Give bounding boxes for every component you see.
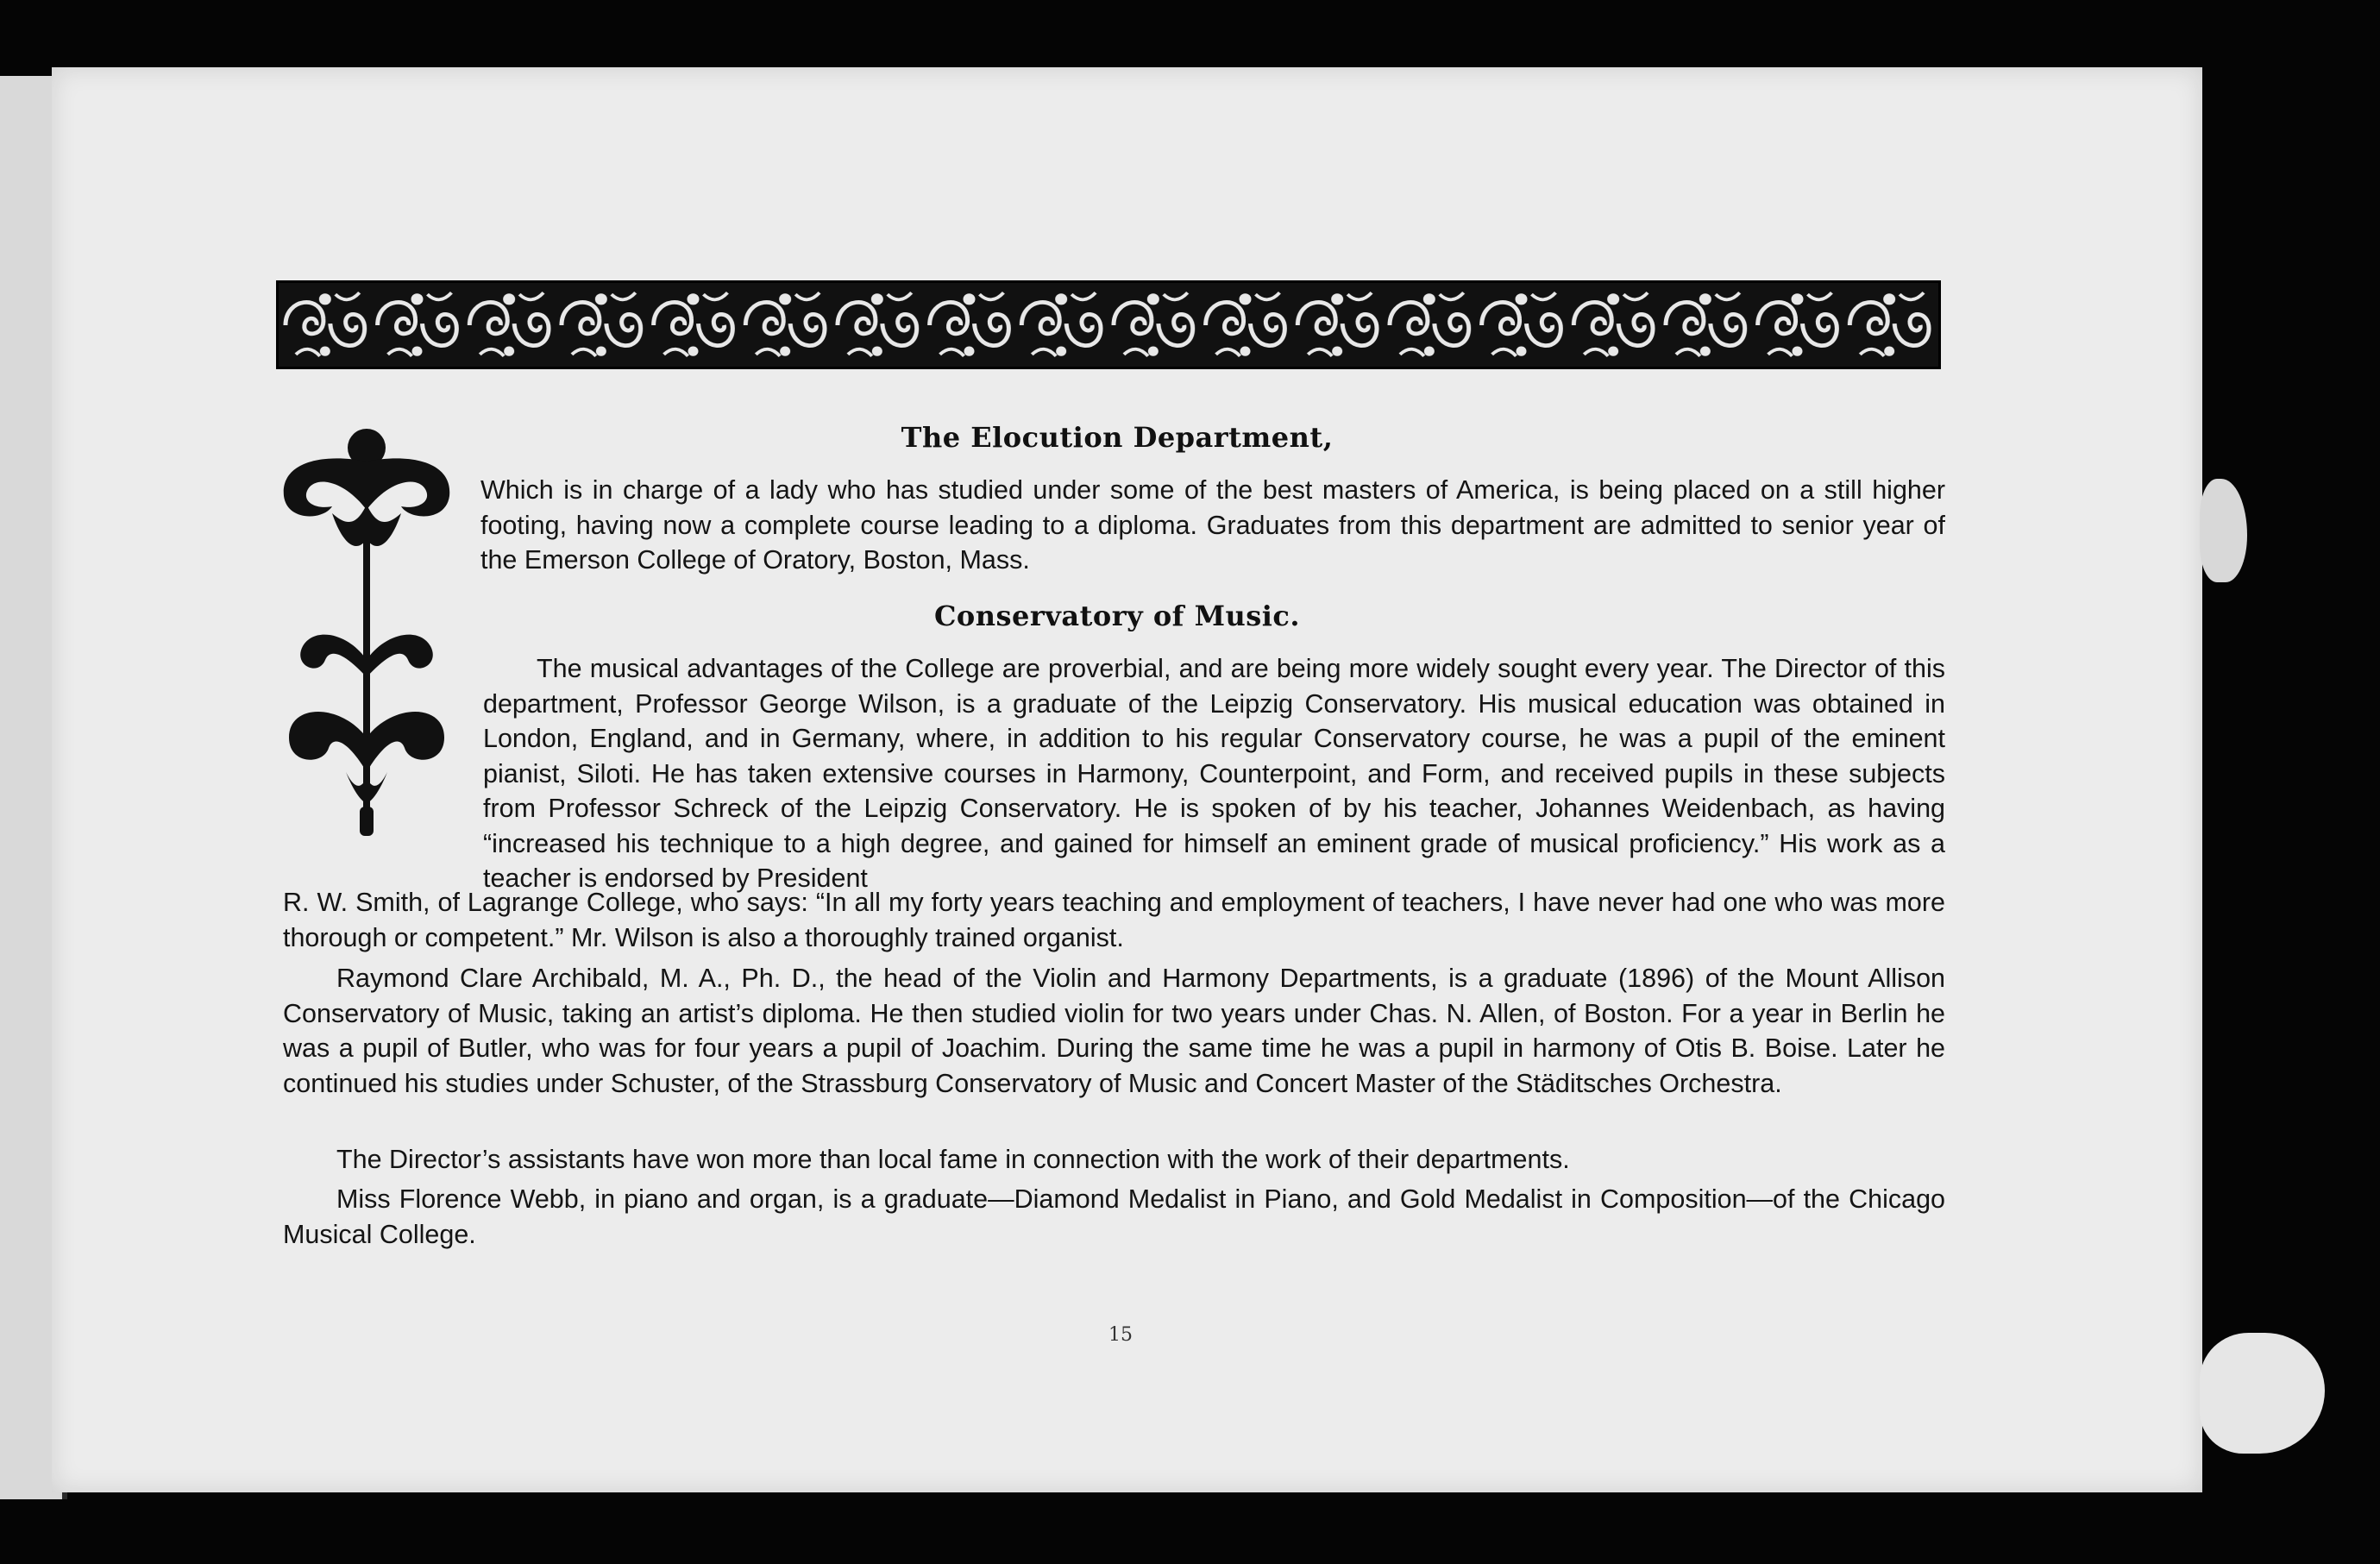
page-number: 15 xyxy=(1108,1324,1133,1346)
scroll-pattern-icon xyxy=(279,283,1938,367)
paper-damage xyxy=(2200,479,2247,582)
elocution-heading: The Elocution Department, xyxy=(901,421,1334,454)
ornamental-border xyxy=(276,280,1941,369)
floral-ornament-icon xyxy=(272,427,462,841)
elocution-paragraph: Which is in charge of a lady who has studied under some of the best masters of America, is being placed on a still higher footing, having now a complete course leading to a diploma. Graduates from this department are admitted to senior year of the Emerson College of Oratory, Boston, Mass. xyxy=(480,475,1945,575)
webb-paragraph: Miss Florence Webb, in piano and organ, is a graduate—Diamond Medalist in Piano, and Gold Medalist in Composition—of the Chicago Musical College. xyxy=(283,1184,1945,1249)
archibald-paragraph: Raymond Clare Archibald, M. A., Ph. D., the head of the Violin and Harmony Departments, is a graduate (1896) of the Mount Allison Conservatory of Music, taking an artist’s diploma. He then studied violin for two years under Chas. N. Allen, of Boston. For a year in Berlin he was a pupil of Butler, who was for four years a pupil of Joachim. During the same time he was a pupil in harmony of Otis B. Boise. Later he continued his studies under Schuster, of the Strassburg Conservatory of Music and Concert Master of the Städitsches Orchestra. xyxy=(283,964,1945,1098)
conservatory-heading: Conservatory of Music. xyxy=(933,600,1301,632)
assistants-paragraph: The Director’s assistants have won more than local fame in connection with the work of their departments. xyxy=(336,1145,1570,1174)
paper-damage xyxy=(2200,1333,2325,1454)
conservatory-paragraph-wrapped: The musical advantages of the College are proverbial, and are being more widely sought every year. The Director of this department, Professor George Wilson, is a graduate of the Leipzig Conservatory. His musical education was obtained in London, England, and in Germany, where, in addition to his regular Conservatory course, he was a pupil of the eminent pianist, Siloti. He has taken extensive courses in Harmony, Counterpoint, and Form, and received pupils in these subjects from Professor Schreck of the Leipzig Conservatory. He is spoken of by his teacher, Johannes Weidenbach, as having “increased his technique to a high degree, and gained for himself an eminent grade of musical proficiency.” His work as a teacher is endorsed by President xyxy=(483,654,1945,893)
conservatory-paragraph-continued: R. W. Smith, of Lagrange College, who says: “In all my forty years teaching and employment of teachers, I have never had one who was more thorough or competent.” Mr. Wilson is also a thoroughly trained organist. xyxy=(283,888,1945,952)
